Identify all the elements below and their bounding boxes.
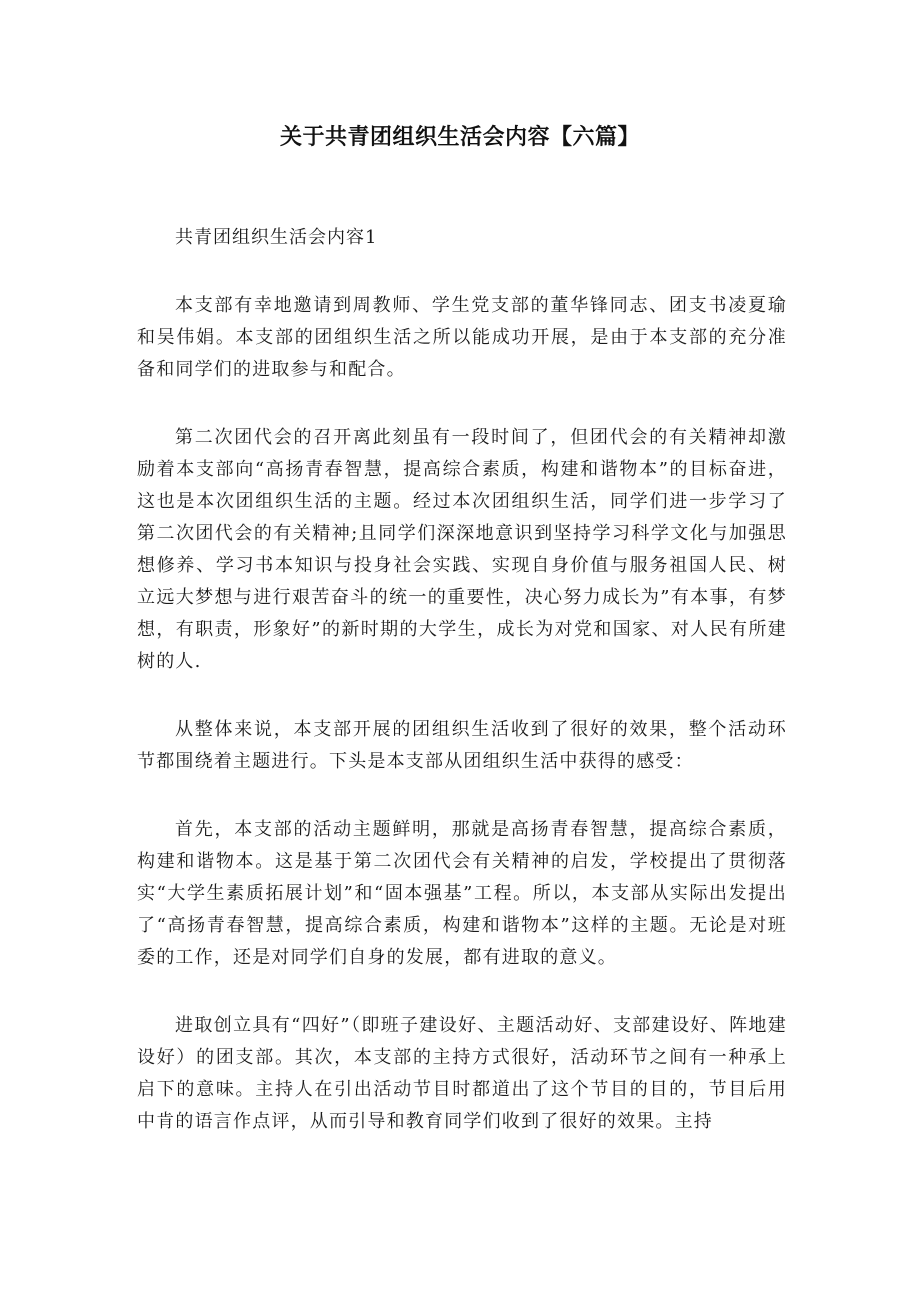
paragraph-2: 第二次团代会的召开离此刻虽有一段时间了，但团代会的有关精神却激励着本支部向“高扬青春智慧，提高综合素质，构建和谐物本”的目标奋进，这也是本次团组织生活的主题。经过本次团组织生活，同学们进一步学习了第二次团代会的有关精神;且同学们深深地意识到坚持学习科学文化与加强思想修养、学习书本知识与投身社会实践、实现自身价值与服务祖国人民、树立远大梦想与进行艰苦奋斗的统一的重要性，决心努力成长为”有本事，有梦想，有职责，形象好”的新时期的大学生，成长为对党和国家、对人民有所建树的人. [137,427,787,672]
paragraph-4: 首先，本支部的活动主题鲜明，那就是高扬青春智慧，提高综合素质，构建和谐物本。这是基于第二次团代会有关精神的启发，学校提出了贯彻落实“大学生素质拓展计划”和“固本强基”工程。所以，本支部从实际出发提出了“高扬青春智慧，提高综合素质，构建和谐物本”这样的主题。无论是对班委的工作，还是对同学们自身的发展，都有进取的意义。 [137,819,787,968]
paragraph-1: 本支部有幸地邀请到周教师、学生党支部的董华锋同志、团支书凌夏瑜和吴伟娟。本支部的团组织生活之所以能成功开展，是由于本支部的充分准备和同学们的进取参与和配合。 [137,295,787,380]
document-title: 关于共青团组织生活会内容【六篇】 [279,125,640,150]
paragraph-3: 从整体来说，本支部开展的团组织生活收到了很好的效果，整个活动环节都围绕着主题进行。下头是本支部从团组织生活中获得的感受： [137,719,787,772]
paragraph-5: 进取创立具有“四好”（即班子建设好、主题活动好、支部建设好、阵地建设好）的团支部。其次，本支部的主持方式很好，活动环节之间有一种承上启下的意味。主持人在引出活动节目时都道出了这个节目的目的，节目后用中肯的语言作点评，从而引导和教育同学们收到了很好的效果。主持 [137,1015,787,1132]
section-heading: 共青团组织生活会内容1 [175,227,378,248]
document-body [137,222,787,1174]
